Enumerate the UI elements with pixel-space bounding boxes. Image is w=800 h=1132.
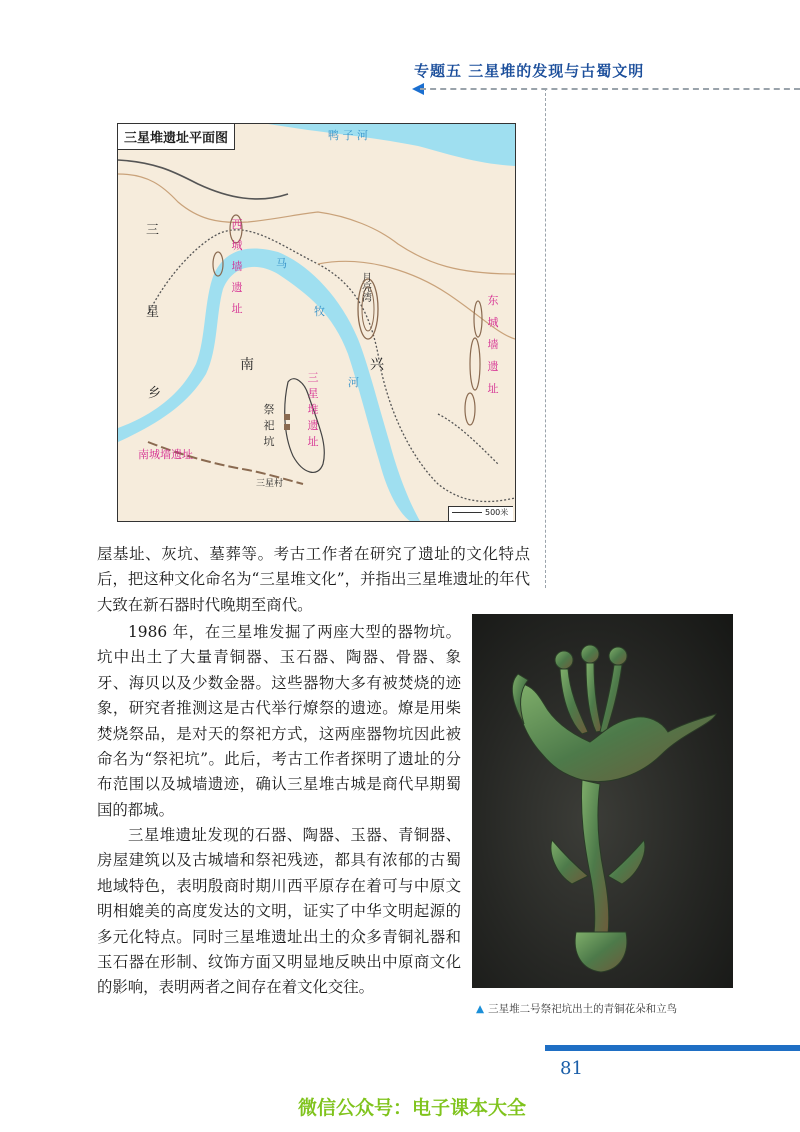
photo-caption [476, 1001, 677, 1016]
map-label-mamu-river-1: 马 [276, 257, 287, 270]
header-divider [420, 88, 800, 90]
map-label-sanxingdui-site: 三星堆遗址 [307, 371, 319, 448]
map-label-east-wall: 东城墙遗址 [487, 294, 499, 395]
site-plan-map [117, 123, 516, 522]
bronze-artifact-image [472, 614, 733, 988]
page-number: 81 [560, 1058, 583, 1079]
paragraph-2: 1986 年，在三星堆发掘了两座大型的器物坑。坑中出土了大量青铜器、玉石器、陶器、骨器、象牙、海贝以及少数金器。这些器物大多有被焚烧的迹象，研究者推测这是古代举行燎祭的遗迹。燎是用柴焚烧祭品，是对天的祭祀方式，这两座器物坑因此被命名为“祭祀坑”。此后，考古工作者探明了遗址的分布范围以及城墙遗迹，确认三星堆古城是商代早期蜀国的都城。 [97, 623, 461, 819]
map-label-san: 三 [146, 223, 160, 238]
yazi-river-shape [268, 124, 515, 166]
scale-label: 500米 [485, 508, 509, 517]
map-label-xing: 星 [146, 305, 160, 320]
map-scale-bar [448, 506, 513, 521]
map-title: 三星堆遗址平面图 [118, 124, 235, 150]
paragraph-3: 三星堆遗址发现的石器、陶器、玉器、青铜器、房屋建筑以及古城墙和祭祀残迹，都具有浓郁的古蜀地域特色，表明殷商时期川西平原存在着可与中原文明相媲美的高度发达的文明，证实了中华文明起源的多元化特点。同时三星堆遗址出土的众多青铜礼器和玉石器在形制、纹饰方面又明显地反映出中原商文化的影响，表明两者之间存在着文化交往。 [97, 826, 461, 997]
map-label-nan: 南 [240, 357, 254, 373]
paragraph-1: 屋基址、灰坑、墓葬等。考古工作者在研究了遗址的文化特点后，把这种文化命名为“三星堆文化”，并指出三星堆遗址的年代大致在新石器时代晚期至商代。 [97, 545, 530, 614]
scale-line [452, 512, 482, 513]
caption-triangle-icon: ▲ [476, 1003, 485, 1015]
map-label-south-wall: 南城墙遗址 [138, 448, 193, 461]
margin-divider [545, 88, 546, 588]
chapter-header-title: 专题五 三星堆的发现与古蜀文明 [414, 62, 645, 80]
map-label-mamu-river-2: 牧 [314, 305, 325, 318]
map-label-xing2: 兴 [370, 357, 384, 373]
map-label-xiang: 乡 [148, 386, 162, 401]
map-label-west-wall: 西城墙遗址 [231, 218, 243, 315]
map-label-yueliangwan: 月亮湾 [362, 273, 372, 304]
map-label-mamu-river-3: 河 [348, 376, 359, 389]
caption-text: 三星堆二号祭祀坑出土的青铜花朵和立鸟 [488, 1003, 678, 1015]
map-label-sanxing-village: 三星村 [256, 479, 284, 489]
bronze-flower-bird-photo [472, 614, 733, 988]
watermark-text: 微信公众号：电子课本大全 [298, 1097, 527, 1119]
map-label-yazi-river: 鸭 子 河 [328, 129, 368, 142]
footer-bar [545, 1045, 800, 1051]
map-label-jisikeng: 祭祀坑 [263, 403, 275, 448]
